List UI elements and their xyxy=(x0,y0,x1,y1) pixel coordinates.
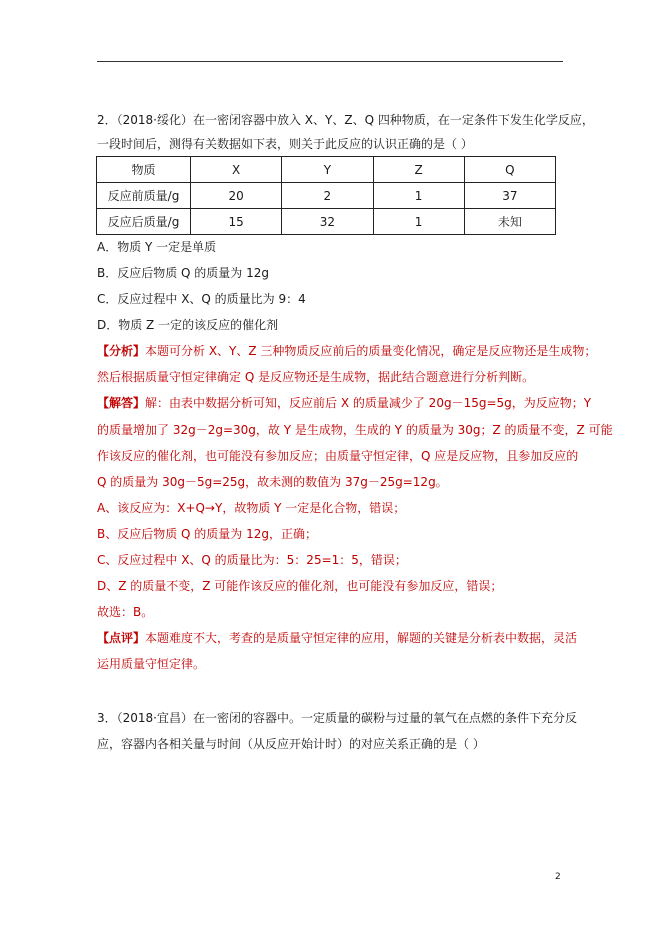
answer-option-b: B、反应后物质 Q 的质量为 12g，正确； xyxy=(97,527,318,541)
table-cell: 20 xyxy=(191,183,282,209)
table-header-cell: Y xyxy=(282,157,373,183)
answer-line-3: 作该反应的催化剂，也可能没有参加反应；由质量守恒定律，Q 应是反应物，且参加反应的 xyxy=(97,449,579,463)
table-header-row xyxy=(97,157,556,183)
q2-option-d: D．物质 Z 一定的该反应的催化剂 xyxy=(97,318,279,332)
answer-line-1 xyxy=(97,395,591,411)
table-cell: 37 xyxy=(464,183,555,209)
answer-option-d: D、Z 的质量不变，Z 可能作该反应的催化剂，也可能没有参加反应，错误； xyxy=(97,579,503,593)
table-cell: 反应前质量/g xyxy=(97,183,191,209)
analysis-line-2: 然后根据质量守恒定律确定 Q 是反应物还是生成物，据此结合题意进行分析判断。 xyxy=(97,370,535,384)
page-number: 2 xyxy=(555,872,561,882)
table-cell: 2 xyxy=(282,183,373,209)
answer-option-c: C、反应过程中 X、Q 的质量比为：5：25=1：5，错误； xyxy=(97,553,407,567)
analysis-text: 本题可分析 X、Y、Z 三种物质反应前后的质量变化情况，确定是反应物还是生成物； xyxy=(145,344,597,358)
q2-stem-line-2: 一段时间后，测得有关数据如下表，则关于此反应的认识正确的是（ ） xyxy=(97,137,473,151)
q2-stem-line-1: 2．（2018·绥化）在一密闭容器中放入 X、Y、Z、Q 四种物质，在一定条件下发生化学反应， xyxy=(97,113,594,127)
q3-stem-line-1: 3．（2018·宜昌）在一密闭的容器中。一定质量的碳粉与过量的氧气在点燃的条件下充分反 xyxy=(97,711,577,725)
table-cell: 反应后质量/g xyxy=(97,209,191,235)
table-cell: 1 xyxy=(373,209,464,235)
q2-option-c: C．反应过程中 X、Q 的质量比为 9：4 xyxy=(97,292,306,306)
table-cell: 32 xyxy=(282,209,373,235)
table-row xyxy=(97,183,556,209)
comment-label: 【点评】 xyxy=(97,631,146,645)
answer-option-a: A、该反应为：X+Q→Y，故物质 Y 一定是化合物，错误； xyxy=(97,501,406,515)
table-row xyxy=(97,209,556,235)
q2-option-b: B．反应后物质 Q 的质量为 12g xyxy=(97,266,270,280)
analysis-label: 【分析】 xyxy=(97,344,146,358)
comment-line-2: 运用质量守恒定律。 xyxy=(97,657,206,671)
answer-line-4: Q 的质量为 30g－5g=25g，故未测的数值为 37g－25g=12g。 xyxy=(97,475,448,489)
table-cell: 15 xyxy=(191,209,282,235)
q2-data-table xyxy=(96,156,556,235)
comment-text: 本题难度不大，考查的是质量守恒定律的应用，解题的关键是分析表中数据，灵活 xyxy=(145,631,578,645)
table-cell: 1 xyxy=(373,183,464,209)
header-rule xyxy=(97,61,563,62)
q3-stem-line-2: 应，容器内各相关量与时间（从反应开始计时）的对应关系正确的是（ ） xyxy=(97,737,485,751)
answer-text: 解：由表中数据分析可知，反应前后 X 的质量减少了 20g－15g=5g，为反应物；Y xyxy=(145,396,592,410)
table-header-cell: 物质 xyxy=(97,157,191,183)
comment-line-1 xyxy=(97,630,577,646)
answer-line-2: 的质量增加了 32g－2g=30g，故 Y 是生成物，生成的 Y 的质量为 30g；Z 的质量不变，Z 可能 xyxy=(97,423,613,437)
table-header-cell: Q xyxy=(464,157,555,183)
table-header-cell: Z xyxy=(373,157,464,183)
table-cell: 未知 xyxy=(464,209,555,235)
analysis-line-1 xyxy=(97,343,596,359)
answer-label: 【解答】 xyxy=(97,396,146,410)
table-header-cell: X xyxy=(191,157,282,183)
answer-choice: 故选：B。 xyxy=(97,605,154,619)
q2-option-a: A．物质 Y 一定是单质 xyxy=(97,240,217,254)
